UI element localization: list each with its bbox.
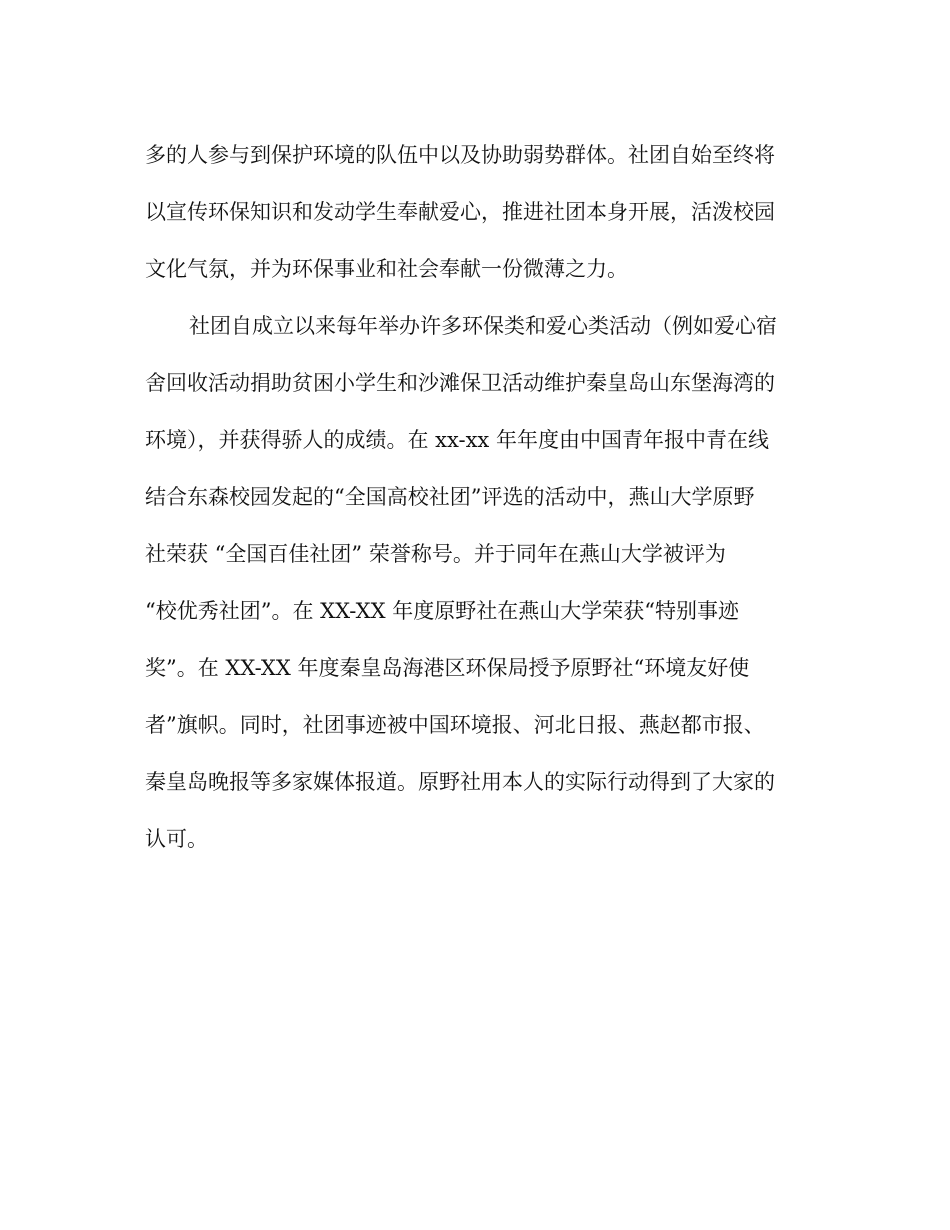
text-line: 社荣获 “全国百佳社团” 荣誉称号。并于同年在燕山大学被评为 — [145, 542, 726, 566]
text-line: 多的人参与到保护环境的队伍中以及协助弱势群体。社团自始至终将 — [145, 143, 775, 167]
text-line: 者”旗帜。同时，社团事迹被中国环境报、河北日报、燕赵都市报、 — [145, 713, 765, 737]
text-line: 环境），并获得骄人的成绩。在 xx-xx 年年度由中国青年报中青在线 — [145, 428, 769, 452]
paragraph-start-line: 社团自成立以来每年举办许多环保类和爱心类活动（例如爱心宿 — [189, 314, 777, 338]
text-line: “校优秀社团”。在 XX-XX 年度原野社在燕山大学荣获“特别事迹 — [145, 599, 739, 623]
text-line: 奖”。在 XX-XX 年度秦皇岛海港区环保局授予原野社“环境友好使 — [145, 656, 750, 680]
body-text — [145, 140, 815, 881]
text-line: 文化气氛，并为环保事业和社会奉献一份微薄之力。 — [145, 257, 628, 281]
text-line: 秦皇岛晚报等多家媒体报道。原野社用本人的实际行动得到了大家的 — [145, 770, 775, 794]
text-line: 结合东森校园发起的“全国高校社团”评选的活动中，燕山大学原野 — [145, 485, 755, 509]
text-line: 舍回收活动捐助贫困小学生和沙滩保卫活动维护秦皇岛山东堡海湾的 — [145, 371, 775, 395]
text-line: 认可。 — [145, 827, 208, 851]
text-line: 以宣传环保知识和发动学生奉献爱心，推进社团本身开展，活泼校园 — [145, 200, 775, 224]
